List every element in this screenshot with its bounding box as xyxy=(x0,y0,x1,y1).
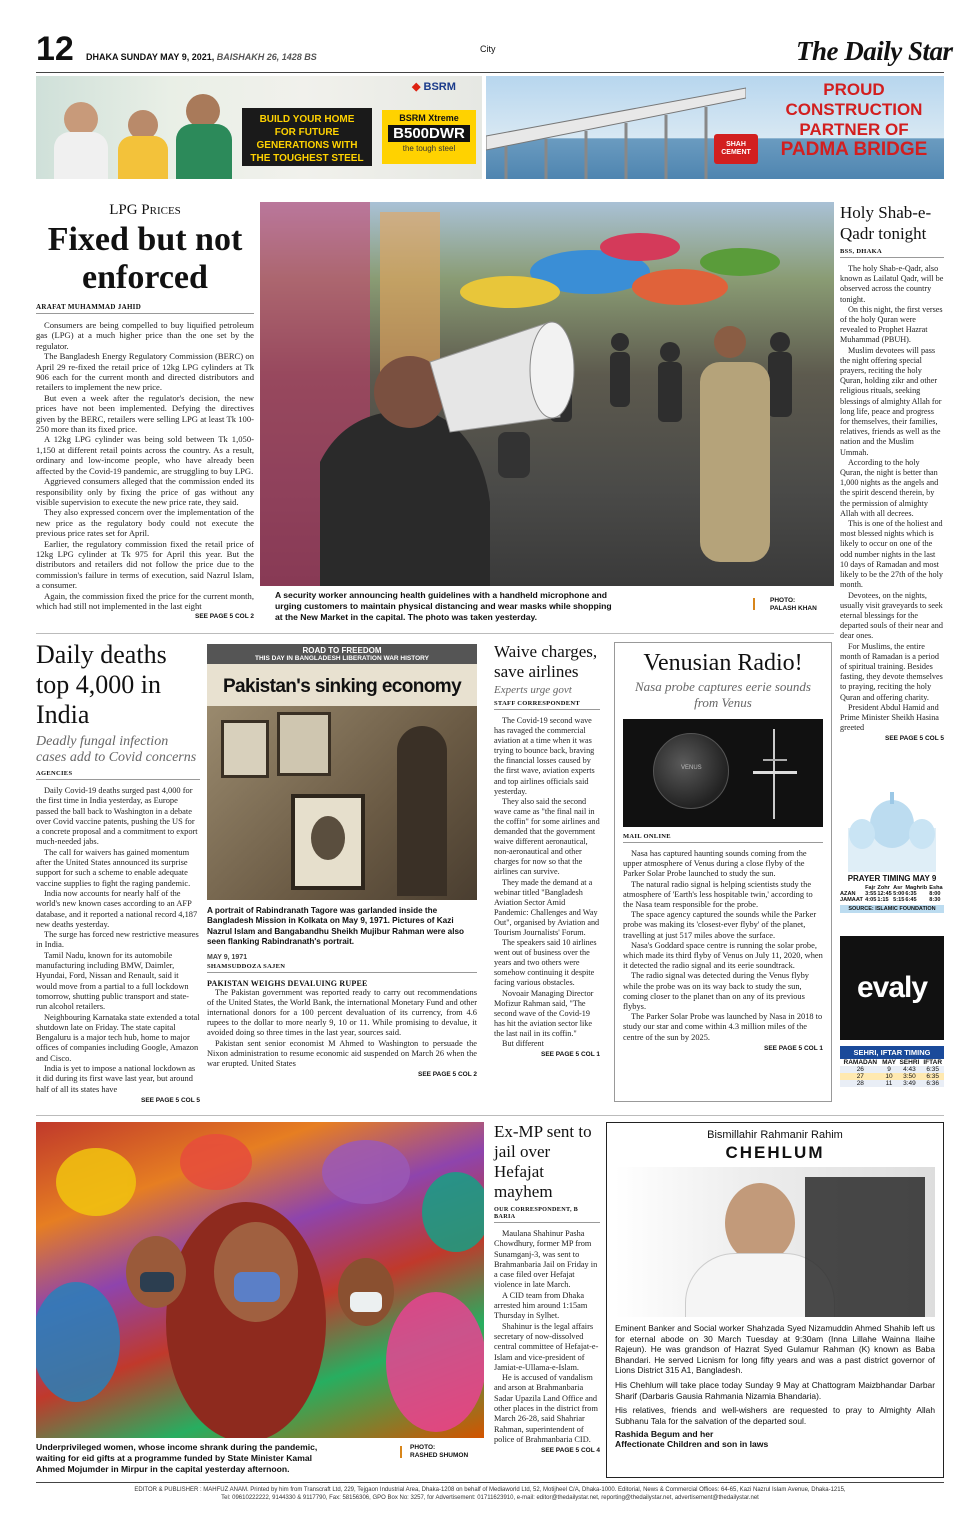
sehri-cell: 27 xyxy=(856,1073,864,1080)
lpg-paragraph: They also expressed concern over the implementation of the new price as the regulatory body could not execute the previous price rates set for April. xyxy=(36,507,254,539)
road-paragraph: The Pakistan government was reported ready to carry out recommendations of the United States, the World Bank, the international Monetary Fund and other international donors for a 100 percent devaluation of its currency, from 4.6 rupees to the dollar to more nearly 9, 10 or 11. While promising to devalue, it avoided doing so three times in the last year, sources said. xyxy=(207,987,477,1038)
crowd-scene xyxy=(36,1122,484,1438)
lpg-see-page[interactable]: SEE PAGE 5 COL 2 xyxy=(194,613,254,621)
sehri-box xyxy=(840,1046,944,1106)
sehri-cell: 6:36 xyxy=(926,1080,940,1087)
prayer-box xyxy=(840,778,944,930)
bottom-photo-credit xyxy=(410,1444,468,1460)
india-paragraph: The call for waivers has gained momentum after the United States announced its surprise support for such a scheme to enable adequate vaccine supplies to fight the raging pandemic. xyxy=(36,847,191,888)
shab-paragraph: This is one of the holiest and most blessed nights which is likely to occur on one of the odd number nights in the last 10 days of Ramadan and most likely to be the 27th of the holy month. xyxy=(840,519,944,590)
shab-paragraph: Devotees, on the nights, usually visit graveyards to seek eternal blessings for the departed souls of their near and dear ones. xyxy=(840,590,943,641)
shab-see-page[interactable]: SEE PAGE 5 COL 5 xyxy=(884,735,944,743)
prayer-cell: 8:30 xyxy=(929,897,941,903)
lpg-paragraph: Consumers are being compelled to buy liquified petroleum gas (LPG) at a much higher price than the one set by the regulator. xyxy=(36,320,254,351)
section-label: City xyxy=(480,44,496,54)
road-caption: A portrait of Rabindranath Tagore was garlanded inside the Bangladesh Mission in Kolkata on May 9, 1971. Pictures of Kazi Nazrul Islam and Bangabandhu Sheikh Mujibur Rahman were also seen flanking Rabindranath's portrait. xyxy=(207,906,465,947)
venus-image-label: VENUS xyxy=(681,765,702,771)
airlines-paragraph: The Covid-19 second wave has ravaged the commercial aviation at a time when it was trying to bounce back, braving the financial losses caused by the first wave, aviation experts and top airlines officials said yesterday. xyxy=(494,716,595,796)
sehri-cell: 4:43 xyxy=(903,1066,916,1073)
lpg-paragraph: Earlier, the regulatory commission fixed the retail price of 12kg LPG cylinder at Tk 975 for April this year. But the distributors and retailers did not follow the price due to the commission's failure in terms of execution, said Nazrul Islam, a consumer. xyxy=(36,538,254,591)
shab-headline: Holy Shab-e-Qadr tonight xyxy=(840,203,932,243)
venus-paragraph: The space agency captured the sounds while the Parker probe was making its 'closest-ever flyby' of the planet, travelling at just 517 miles above the surface. xyxy=(623,910,817,940)
hefajat-see-page[interactable]: SEE PAGE 5 COL 4 xyxy=(540,1447,600,1455)
lpg-paragraph: Again, the commission fixed the price for the current month, which had still not implemented in the last eight xyxy=(36,590,254,611)
bsrm-logo-icon: ◆ xyxy=(412,81,421,93)
venus-paragraph: Nasa has captured haunting sounds coming from the upper atmosphere of Venus during a close flyby of the Parker Solar Probe launched to study the sun. xyxy=(623,849,807,879)
shab-story xyxy=(840,202,944,772)
evaly-ad[interactable] xyxy=(840,936,944,1040)
prayer-cell: 1:15 xyxy=(877,897,889,903)
shab-paragraph: According to the holy Quran, the night is better than 1,000 nights as the angels and the spirit descend therein, by the permission of almighty Allah with all decrees. xyxy=(840,457,939,518)
header-rule xyxy=(36,72,944,73)
main-photo-credit-label: PHOTO: xyxy=(770,597,796,604)
india-body xyxy=(36,786,200,1095)
airlines-paragraph: They also said the second wave came as "the final nail in the coffin" for some airlines and demanded that the government waive different aeronautical, non-aeronautical and other charges for now so that the airlines can survive. xyxy=(494,796,600,877)
road-photo xyxy=(207,706,477,900)
hefajat-body xyxy=(494,1229,600,1445)
india-paragraph: Neighbouring Karnataka state extended a total shutdown late on Friday. The state capital Bengaluru is a major tech hub, home to major offices of companies including Google, Amazon and Cisco. xyxy=(36,1012,200,1063)
bottom-photo-credit-label: PHOTO: xyxy=(410,1444,436,1451)
bsrm-brand: BSRM xyxy=(423,81,456,93)
road-headline: Pakistan's sinking economy xyxy=(207,664,477,706)
prayer-header-cell: Esha xyxy=(929,885,943,891)
bottom-photo-credit-bar xyxy=(400,1446,402,1458)
india-headline: Daily deaths top 4,000 in India xyxy=(36,640,167,729)
shab-paragraph: The holy Shab-e-Qadr, also known as Lailatul Qadr, will be observed across the country tonight. xyxy=(840,264,944,304)
india-paragraph: India is yet to impose a national lockdown as it did during its first wave last year, but around half of all its states have xyxy=(36,1064,196,1094)
shah-logo: SHAH CEMENT xyxy=(714,134,758,164)
sehri-table xyxy=(840,1059,944,1087)
main-photo-credit-bar xyxy=(753,598,755,610)
airlines-headline: Waive charges, save airlines xyxy=(494,642,598,681)
venus-byline: MAIL ONLINE xyxy=(623,833,823,843)
bsrm-tagline: the tough steel xyxy=(402,144,456,153)
lpg-paragraph: But even a week after the regulator's decision, the new prices have not been implemented. Defying the directives given by the BERC, retailers were selling LPG at least Tk 100-250 more than its fixed price. xyxy=(36,392,254,435)
airlines-story xyxy=(494,642,600,1106)
lpg-story xyxy=(36,202,254,622)
venus-paragraph: The natural radio signal is helping scientists study the atmosphere of 'Earth's less hospitable twin,' according to the Nasa team responsible for the probe. xyxy=(623,879,813,910)
chehlum-title: CHEHLUM xyxy=(725,1143,825,1162)
prayer-title: PRAYER TIMING MAY 9 xyxy=(847,874,937,883)
road-date: MAY 9, 1971 xyxy=(207,953,248,961)
shab-paragraph: Muslim devotees will pass the night offering special prayers, reciting the holy Quran, holding zikr and other religious rituals, seeking blessings of almighty Allah for long life, peace and progress for themselves, their families, relatives, friends as well as the nation and the Muslim Ummah. xyxy=(840,345,942,457)
bsrm-headline: BUILD YOUR HOME FOR FUTURE GENERATIONS WITH THE TOUGHEST STEEL xyxy=(242,108,372,166)
venus-image xyxy=(623,719,823,827)
chehlum-ad xyxy=(606,1122,944,1478)
sehri-cell: 11 xyxy=(885,1080,893,1087)
sehri-header-cell: IFTAR xyxy=(923,1059,943,1066)
prayer-cell: 3:55 xyxy=(865,891,877,897)
lpg-byline: ARAFAT MUHAMMAD JAHID xyxy=(36,303,254,314)
chehlum-signature-1: Rashida Begum and her xyxy=(615,1429,714,1440)
family-figures xyxy=(44,84,244,179)
venus-paragraph: Nasa's Goddard space centre is running the solar probe, which made its third flyby of Venus on July 11, 2020, when it detected the radio signal and its eerie soundtrack. xyxy=(623,940,823,971)
bottom-photo-caption: Underprivileged women, whose income shrank during the pandemic, waiting for eid gifts at a programme funded by State Minister Kamal Ahmed Mojumder in Mirpur in the capital yesterday afternoon. xyxy=(36,1442,318,1474)
prayer-table xyxy=(840,885,944,903)
shah-line-1: PROUD xyxy=(823,80,885,99)
road-byline: SHAMSUDDOZA SAJEN xyxy=(207,963,477,973)
hefajat-byline: OUR CORRESPONDENT, B BARIA xyxy=(494,1206,600,1223)
venus-paragraph: The radio signal was detected during the Venus flyby while the probe was on its way back to study the sun, coming closer to the planet than on any of its previous flybys. xyxy=(623,971,809,1012)
prayer-cell: AZAN xyxy=(840,891,856,897)
sehri-header-cell: MAY xyxy=(882,1059,896,1066)
sehri-header-cell: RAMADAN xyxy=(843,1059,878,1066)
prayer-cell: 6:45 xyxy=(905,897,917,903)
shab-body xyxy=(840,264,944,733)
hefajat-paragraph: A CID team from Dhaka arrested him around 1:15am Thursday in Sylhet. xyxy=(494,1290,588,1321)
airlines-paragraph: The speakers said 10 airlines went out of business over the years and two others were somehow continuing it despite facing various obstacles. xyxy=(494,938,597,988)
main-photo-caption: A security worker announcing health guidelines with a handheld microphone and urging customers to maintain physical distancing and wear masks while shopping at the New Market in the capital. The photo was taken yesterday. xyxy=(275,590,612,622)
road-paragraph: Pakistan sent senior economist M Ahmed to Washington to persuade the Nixon administration to resume economic aid suspended on March 26 when the war erupted. United States xyxy=(207,1038,477,1069)
shab-paragraph: On this night, the first verses of the holy Quran were revealed to Prophet Hazrat Muhammad (PBUH). xyxy=(840,304,943,345)
lpg-headline: Fixed but not enforced xyxy=(47,221,243,296)
shab-paragraph: President Abdul Hamid and Prime Minister Sheikh Hasina greeted xyxy=(840,702,939,733)
airlines-body xyxy=(494,716,600,1049)
airlines-byline: STAFF CORRESPONDENT xyxy=(494,700,600,710)
bottom-photo xyxy=(36,1122,484,1438)
sehri-row xyxy=(840,1073,944,1080)
bsrm-product xyxy=(382,110,476,164)
shab-byline: BSS, DHAKA xyxy=(840,248,944,258)
chehlum-bismillah: Bismillahir Rahmanir Rahim xyxy=(707,1129,843,1141)
shah-ad[interactable] xyxy=(486,76,944,179)
masthead: The Daily Star xyxy=(796,36,953,66)
bsrm-logo xyxy=(412,80,456,93)
sehri-cell: 3:49 xyxy=(903,1080,916,1087)
airlines-see-page[interactable]: SEE PAGE 5 COL 1 xyxy=(540,1051,600,1059)
dateline xyxy=(86,52,317,62)
india-paragraph: India now accounts for nearly half of the world's new known cases according to an AFP database, and it reported a national record 4,187 new deaths yesterday. xyxy=(36,888,198,929)
india-story xyxy=(36,640,200,1110)
prayer-cell: 6:35 xyxy=(905,891,917,897)
divider xyxy=(36,633,834,634)
footer-imprint xyxy=(36,1486,944,1502)
road-story xyxy=(207,644,477,1104)
road-banner-sub: THIS DAY IN BANGLADESH LIBERATION WAR HISTORY xyxy=(255,655,429,662)
india-paragraph: The surge has forced new restrictive measures in India. xyxy=(36,930,199,950)
chehlum-paragraph-3: His relatives, friends and well-wishers are requested to pray to Almighty Allah Subhanu Tala for the salvation of the departed soul. xyxy=(615,1405,935,1426)
airlines-subhead: Experts urge govt xyxy=(494,684,572,696)
bsrm-product-name: B500DWR xyxy=(388,125,470,142)
venus-subhead: Nasa probe captures eerie sounds from Venus xyxy=(635,679,811,710)
road-body xyxy=(207,988,477,1070)
hefajat-story xyxy=(494,1122,600,1478)
road-banner-title: ROAD TO FREEDOM xyxy=(302,646,382,655)
sehri-title: SEHRI, IFTAR TIMING xyxy=(840,1046,944,1059)
shah-headline xyxy=(768,80,940,175)
airlines-paragraph: But different xyxy=(502,1039,544,1048)
dateline-date: DHAKA SUNDAY MAY 9, 2021, xyxy=(86,52,215,62)
airlines-paragraph: They made the demand at a webinar titled "Bangladesh Aviation Sector Amid Pandemic: Challenges and Way Out", organised by Aviation and Tourism Journalists' Forum. xyxy=(494,877,600,937)
hefajat-paragraph: Shahinur is the legal affairs secretary of now-dissolved central committee of Hefajat-e-Islam and vice-president of Jamiat-e-Ullama-e-Islam. xyxy=(494,1321,599,1372)
hefajat-paragraph: Maulana Shahinur Pasha Chowdhury, former MP from Sunamganj-3, was sent to Brahmanbaria Jail on Friday in a case filed over Hefajat violence in late March. xyxy=(494,1229,598,1290)
sehri-row xyxy=(840,1080,944,1087)
shah-line-4: PADMA BRIDGE xyxy=(780,139,928,160)
sehri-cell: 10 xyxy=(885,1073,893,1080)
india-subhead: Deadly fungal infection cases add to Covid concerns xyxy=(36,734,197,765)
hefajat-headline: Ex-MP sent to jail over Hefajat mayhem xyxy=(494,1122,592,1201)
prayer-header-cell: Maghrib xyxy=(905,885,928,891)
sehri-cell: 26 xyxy=(856,1066,864,1073)
prayer-cell: 8:00 xyxy=(929,891,941,897)
main-photo-credit xyxy=(770,597,817,613)
shah-line-2: CONSTRUCTION xyxy=(785,100,923,119)
prayer-cell: JAMAAT xyxy=(840,897,863,903)
prayer-cell: 5:00 xyxy=(893,891,905,897)
mosque-icon xyxy=(840,778,944,872)
shab-paragraph: For Muslims, the entire month of Ramadan is a period of spiritual training. Besides fasting, they devote themselves to praying, reciting the holy Quran and offering charity. xyxy=(840,641,943,702)
bsrm-ad[interactable] xyxy=(36,76,482,179)
prayer-header-cell: Fajr xyxy=(865,885,876,891)
bottom-photo-credit-name: RASHED SHUMON xyxy=(410,1452,469,1459)
india-byline: AGENCIES xyxy=(36,770,200,780)
sehri-cell: 6:35 xyxy=(926,1073,940,1080)
market-scene xyxy=(260,202,834,586)
sehri-header-cell: SEHRI xyxy=(899,1059,920,1066)
bsrm-product-top: BSRM Xtreme xyxy=(399,113,459,123)
road-subhead: PAKISTAN WEIGHS DEVALUING RUPEE xyxy=(207,978,368,988)
lpg-body xyxy=(36,320,254,611)
venus-headline: Venusian Radio! xyxy=(643,650,803,676)
sehri-cell: 9 xyxy=(887,1066,891,1073)
hefajat-paragraph: He is accused of vandalism and arson at Brahmanbaria Sadar Upazila Land Office and other places in the district from March 26-28, said Shahriar Rahman, superintendent of police of Brahmanbaria CID. xyxy=(494,1373,598,1444)
prayer-header-cell: Zohr xyxy=(877,885,890,891)
prayer-row xyxy=(840,897,944,903)
sehri-cell: 6:35 xyxy=(926,1066,940,1073)
sehri-row xyxy=(840,1066,944,1073)
prayer-header-cell: Asr xyxy=(893,885,903,891)
divider xyxy=(36,1115,944,1116)
bridge-illustration xyxy=(486,76,746,179)
venus-see-page[interactable]: SEE PAGE 5 COL 1 xyxy=(763,1044,823,1052)
road-see-page[interactable]: SEE PAGE 5 COL 2 xyxy=(417,1071,477,1079)
dateline-bangla: BAISHAKH 26, 1428 BS xyxy=(216,52,317,62)
india-paragraph: Tamil Nadu, known for its automobile manufacturing including BMW, Daimler, Hyundai, Ford, Nissan and Renault, said it would move from a partial to a full lockdown tomorrow, shutting public transport and state-run alcohol retailers. xyxy=(36,950,189,1012)
evaly-brand: evaly xyxy=(856,971,928,1004)
footer-line-1: EDITOR & PUBLISHER : MAHFUZ ANAM. Printed by him from Transcraft Ltd, 229, Tejgaon Industrial Area, Dhaka-1208 on behalf of Mediaworld Ltd, 52, Motijheel C/A, Dhaka-1000. Editorial, News & Commercial Offices: 64-65, Kazi Nazrul Islam Avenue, Dhaka-1215, xyxy=(134,1487,846,1493)
chehlum-paragraph-2: His Chehlum will take place today Sunday 9 May at Chattogram Maizbhandar Darbar Sharif (Darbaris Gausia Rahmania Nizamia Bhandaria). xyxy=(615,1379,935,1401)
lpg-kicker: LPG Prices xyxy=(109,202,181,218)
prayer-cell: 5:15 xyxy=(893,897,905,903)
lpg-paragraph: A 12kg LPG cylinder was being sold between Tk 1,050-1,150 at different retail points across the country. As a result, ordinary and low-income people, who have already been affected by the Covid-19 pandemic, are struggling to buy LPG. xyxy=(36,434,254,476)
road-banner xyxy=(207,644,477,664)
prayer-cell: 4:05 xyxy=(865,897,877,903)
india-see-page[interactable]: SEE PAGE 5 COL 5 xyxy=(140,1096,200,1104)
venus-story xyxy=(614,642,832,1102)
sehri-cell: 28 xyxy=(856,1080,864,1087)
lpg-paragraph: The Bangladesh Energy Regulatory Commission (BERC) on April 29 re-fixed the retail price of 12kg LPG cylinders at Tk 906 each for the current month and directed distributors and retailers to implement the new price. xyxy=(36,351,254,393)
india-paragraph: Daily Covid-19 deaths surged past 4,000 for the first time in India yesterday, as Europe passed the ball back to Washington in a debate over Covid vaccine patents, pushing the US for a concrete proposal and a commitment to export much-needed jabs. xyxy=(36,786,198,847)
page-number: 12 xyxy=(36,30,74,68)
sehri-cell: 3:50 xyxy=(903,1073,916,1080)
lpg-paragraph: Aggrieved consumers alleged that the commission ended its responsibility only by fixing the price of gas without any visible supervision to execute the new price rate, they said. xyxy=(36,476,254,507)
chehlum-paragraph-1: Eminent Banker and Social worker Shahzada Syed Nizamuddin Ahmed Shahib left us for eternal abode on 30 March Tuesday at 9:30am (Inna Lillahe Wainna Ilaihe Rajeun). He was grandson of Hazrat Syed Gulamur Rahman (K) known as Baba Bhandari. He served Licnism for long fifty years and was a past district governor of Lions District 315 A1, Bangladesh. xyxy=(615,1323,935,1376)
venus-body xyxy=(623,849,823,1043)
shah-line-3: PARTNER OF xyxy=(799,120,909,139)
chehlum-signature-2: Affectionate Children and son in laws xyxy=(615,1439,769,1450)
footer-line-2: Tel: 09610222222, 9144330 & 9117790, Fax: 58156306, GPO Box No: 3257, for Advertisement: 01711623910, e-mail: editor@thedailystar.net, reporting@thedailystar.net, advertisement@thedailystar.net xyxy=(221,1495,759,1501)
main-photo xyxy=(260,202,834,586)
venus-paragraph: The Parker Solar Probe was launched by Nasa in 2018 to study our star and come within 4.3 million miles of the centre of the sun by 2025. xyxy=(623,1012,823,1042)
prayer-source: SOURCE: ISLAMIC FOUNDATION xyxy=(840,905,944,913)
airlines-paragraph: Novoair Managing Director Mofizur Rahman said, "The second wave of the Covid-19 has hit the aviation sector like the last nail in its coffin." xyxy=(494,988,594,1038)
chehlum-portrait xyxy=(615,1167,935,1317)
sehri-header-row xyxy=(840,1059,944,1066)
prayer-cell: 12:45 xyxy=(877,891,892,897)
footer-rule xyxy=(36,1482,944,1483)
main-photo-credit-name: PALASH KHAN xyxy=(770,605,817,612)
venus-planet-icon xyxy=(653,733,729,809)
